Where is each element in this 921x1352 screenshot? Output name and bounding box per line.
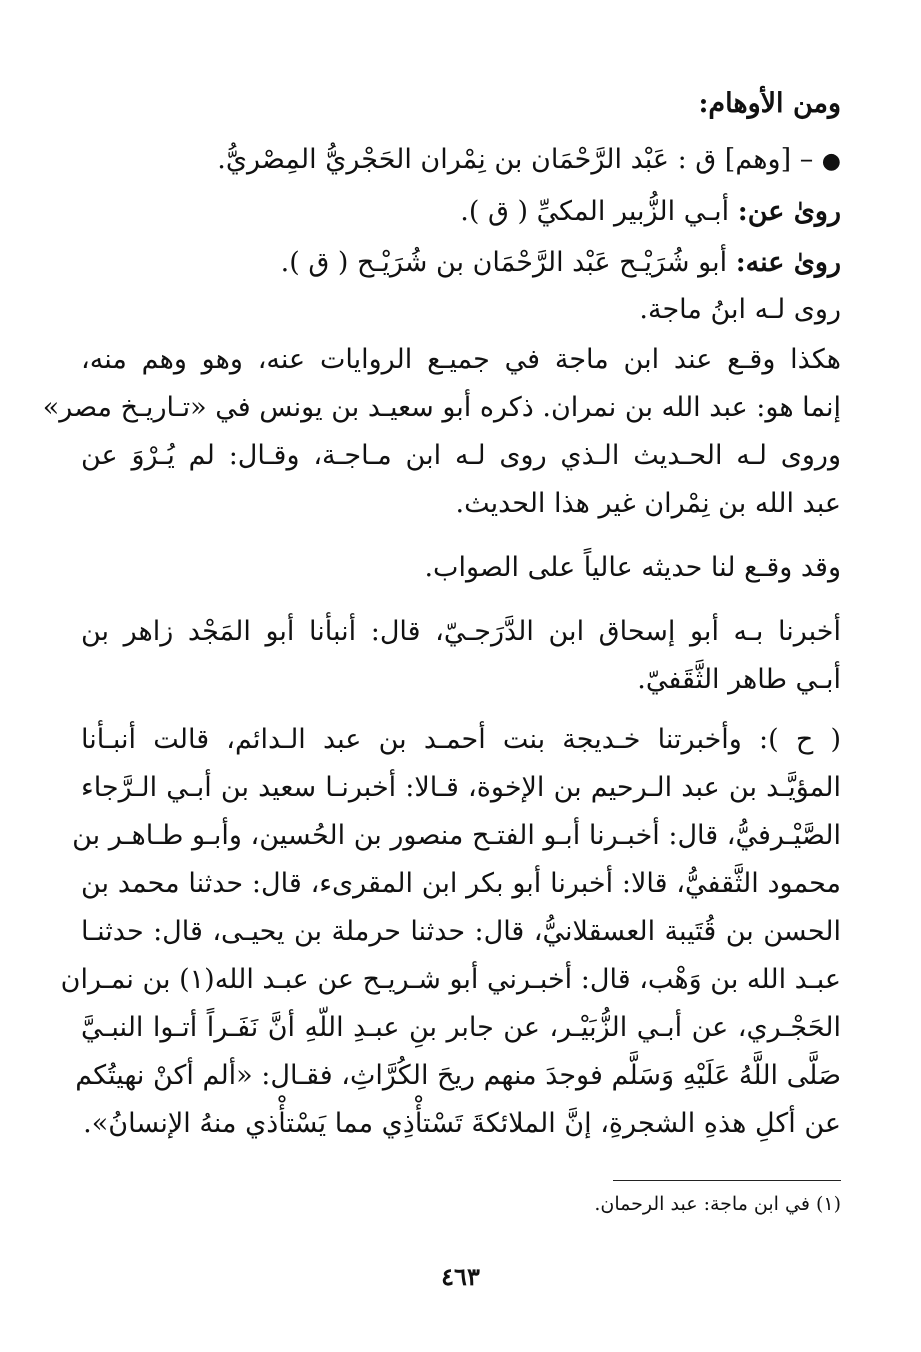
- narrated-by-value: أبو شُرَيْـح عَبْد الرَّحْمَان بن شُرَيْـح ( ق ).: [280, 247, 728, 278]
- bullet-icon: ●: [821, 149, 841, 174]
- paragraph-line: الصَّيْـرفيُّ، قال: أخبـرنا أبـو الفتـح منصور بن الحُسين، وأبـو طـاهـر بن: [72, 820, 841, 851]
- paragraph-line: إنما هو: عبد الله بن نمران. ذكره أبو سعيـد بن يونس في «تـاريـخ مصر»: [42, 392, 841, 423]
- paragraph-line: عن أكلِ هذهِ الشجرةِ، إنَّ الملائكةَ تَسْتأْذِي مما يَسْتأْذي منهُ الإنسانُ».: [83, 1108, 841, 1139]
- entry-title-text: – [وهم] ق : عَبْد الرَّحْمَان بن نِمْران الحَجْريُّ المِصْريُّ.: [217, 144, 814, 175]
- paragraph-line: وروى لـه الحـديث الـذي روى لـه ابن مـاجـة، وقـال: لم يُـرْوَ عن: [81, 440, 841, 471]
- paragraph-line: عبد الله بن نِمْران غير هذا الحديث.: [455, 488, 841, 519]
- footnote-separator: [613, 1180, 841, 1181]
- paragraph-line: المؤيَّـد بن عبد الـرحيم بن الإخوة، قـالا: أخبرنـا سعيد بن أبـي الـرَّجاء: [81, 772, 841, 803]
- narrated-by-line: [81, 243, 841, 283]
- page-number: ٤٦٣: [441, 1262, 480, 1291]
- paragraph-line: عبـد الله بن وَهْب، قال: أخبـرني أبو شـريـح عن عبـد الله(١) بن نمـران: [60, 964, 841, 995]
- entry-title: [81, 140, 841, 182]
- paragraph-line: هكذا وقـع عند ابن ماجة في جميـع الروايات عنه، وهو وهم منه،: [81, 344, 841, 375]
- footnote: (١) في ابن ماجة: عبد الرحمان.: [594, 1193, 841, 1215]
- paragraph-line: الحسن بن قُتَيبة العسقلانيُّ، قال: حدثنا حرملة بن يحيـى، قال: حدثنـا: [81, 916, 841, 947]
- section-heading: ومن الأوهام:: [698, 88, 841, 119]
- paragraph-line: ( ح ): وأخبرتنا خـديجة بنت أحمـد بن عبد الـدائم، قالت أنبـأنا: [81, 724, 841, 755]
- narrated-from-value: أبـي الزُّبير المكيِّ ( ق ).: [460, 196, 730, 227]
- narrated-from-line: [81, 192, 841, 232]
- paragraph-line: وقد وقـع لنا حديثه عالياً على الصواب.: [424, 552, 841, 583]
- paragraph-line: صَلَّى اللَّهُ عَلَيْهِ وَسَلَّم فوجدَ منهم ريحَ الكُرَّاثِ، فقـال: «ألم أكنْ نهيتُكم: [75, 1060, 841, 1091]
- paragraph-line: محمود الثَّقفيُّ، قالا: أخبرنا أبو بكر ابن المقرىء، قال: حدثنا محمد بن: [81, 868, 841, 899]
- paragraph-line: الحَجْـري، عن أبـي الزُّبَيْـر، عن جابر بنِ عبـدِ اللّهِ أنَّ نَفَـراً أتـوا النبـيَّ: [81, 1012, 841, 1043]
- narrated-from-label: روىٰ عن:: [737, 196, 841, 227]
- paragraph-line: أبـي طاهر الثَّقَفيّ.: [637, 664, 841, 695]
- transmitted-by-line: روى لـه ابنُ ماجة.: [639, 294, 841, 325]
- narrated-by-label: روىٰ عنه:: [735, 247, 841, 278]
- paragraph-line: أخبرنا بـه أبو إسحاق ابن الدَّرَجـيّ، قال: أنبأنا أبو المَجْد زاهر بن: [81, 616, 841, 647]
